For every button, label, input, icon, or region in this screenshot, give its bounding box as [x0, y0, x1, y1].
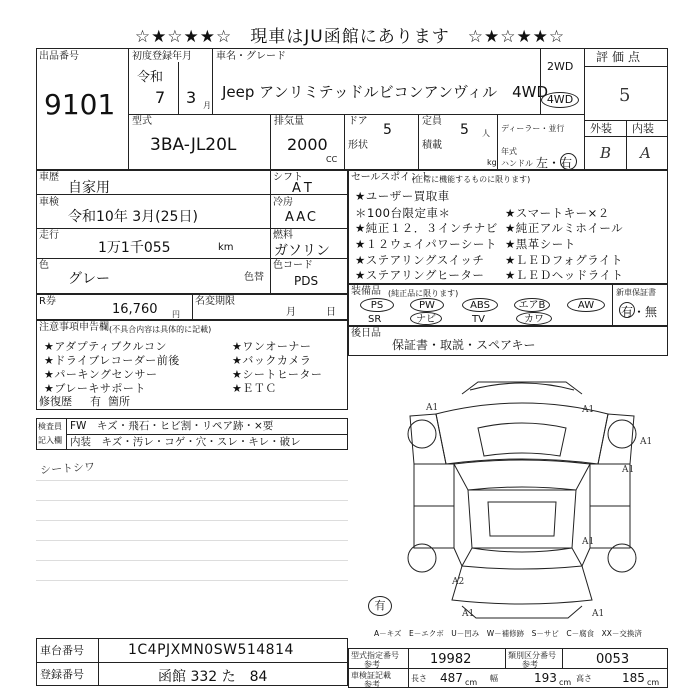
- option-aw: AW: [567, 298, 605, 312]
- evaluation-label: 評価点: [596, 50, 645, 64]
- spec-label-2b: 参考: [522, 660, 538, 669]
- note-item: ★シートヒーター: [232, 368, 323, 381]
- dealer-label: ディーラー・並行: [501, 124, 565, 133]
- selling-points-title: セールスポイント: [351, 172, 431, 183]
- color-code: PDS: [294, 274, 319, 288]
- interior-label: 内装: [632, 122, 654, 135]
- selling-point: ＊100台限定車＊: [355, 206, 451, 220]
- damage-mark: A1: [426, 403, 439, 413]
- recycle-unit: 円: [172, 310, 180, 319]
- displacement-unit: CC: [326, 155, 338, 164]
- note-item: ★バックカメラ: [232, 354, 312, 367]
- equipment-note: (純正品に限ります): [388, 289, 459, 298]
- inspector-fw: FW キズ・飛石・ヒビ割・リペア跡・×要: [70, 420, 274, 432]
- selling-point: ★黒革シート: [505, 237, 576, 251]
- accessories-label: 後日品: [351, 328, 381, 339]
- recycle-value: 16,760: [112, 302, 158, 317]
- usage-value: 自家用: [68, 180, 110, 196]
- damage-mark: A1: [582, 537, 595, 547]
- color-label: 色: [39, 260, 49, 271]
- inspection-label: 車検: [39, 197, 59, 208]
- spec-label-2: 類別区分番号: [508, 651, 556, 660]
- exterior-label: 外装: [590, 122, 612, 135]
- registration-label: 初度登録年月: [132, 51, 192, 62]
- selling-point: ★ＬＥＤヘッドライト: [505, 268, 624, 282]
- year-label: 年式: [501, 147, 517, 156]
- color-code-label: 色コード: [273, 260, 313, 271]
- selling-points-note: (正常に機能するものに限ります): [412, 175, 531, 184]
- mileage-value: 1万1千055: [98, 240, 171, 256]
- chassis-label: 車台番号: [40, 644, 84, 657]
- spec-label-1b: 参考: [364, 660, 380, 669]
- expiry-label: 名変期限: [195, 296, 235, 307]
- selling-point: ★ステアリングヒーター: [355, 268, 485, 282]
- load-unit: kg: [487, 158, 497, 167]
- lot-number: 9101: [44, 88, 116, 121]
- option-ps: PS: [360, 298, 394, 312]
- option-pw: PW: [410, 298, 444, 312]
- plate-label: 登録番号: [40, 668, 84, 681]
- damage-mark: A2: [452, 577, 465, 587]
- damage-mark: A1: [592, 609, 605, 619]
- diagram-oval-mark: 有: [368, 596, 392, 616]
- capacity-label: 定員: [422, 116, 442, 127]
- equipment-title: 装備品: [351, 286, 381, 297]
- spec-length-unit: cm: [465, 678, 478, 687]
- spec-width-unit: cm: [559, 678, 572, 687]
- capacity-unit: 人: [482, 129, 490, 138]
- option-airbag: エアB: [514, 298, 550, 312]
- note-item: ★ワンオーナー: [232, 340, 312, 353]
- banner: ☆★☆★★☆ 現車はJU函館にあります ☆★☆★★☆: [134, 27, 566, 47]
- color-value: グレー: [68, 271, 110, 287]
- handle-right-circle: [560, 153, 577, 170]
- capacity-value: 5: [460, 122, 469, 138]
- damage-mark: A1: [462, 609, 475, 619]
- option-navi: ナビ: [410, 312, 442, 325]
- inspector-label: 検査員: [38, 422, 62, 431]
- spec-height-label: 高さ: [576, 674, 592, 683]
- accessories-value: 保証書・取説・スペアキー: [392, 338, 536, 352]
- option-abs: ABS: [462, 298, 498, 312]
- repair-label: 修復歴: [39, 395, 72, 408]
- lot-label: 出品番号: [39, 51, 79, 62]
- evaluation-score: 5: [619, 85, 631, 106]
- displacement-value: 2000: [287, 135, 328, 154]
- model-value: 3BA-JL20L: [150, 135, 237, 155]
- expiry-month: 月: [286, 307, 296, 318]
- warranty-value: 有・無: [621, 305, 658, 319]
- recycle-label: R券: [39, 296, 56, 307]
- spec-category-number: 0053: [596, 652, 630, 667]
- note-item: ★アダプティブクルコン: [44, 340, 168, 353]
- damage-legend: A－キズ E－エクボ U－凹み W－補修跡 S－サビ C－腐食 XX－交換済: [374, 629, 642, 638]
- note-item: ★ドライブレコーダー前後: [44, 354, 180, 367]
- notes-sub: (不具合内容は具体的に記載): [109, 325, 212, 334]
- registration-month-unit: 月: [203, 101, 211, 110]
- warranty-circle: [619, 302, 635, 318]
- inspection-value: 令和10年 3月(25日): [68, 209, 198, 225]
- spec-length-label: 長さ: [411, 674, 427, 683]
- notes-label: 注意事項申告欄: [39, 322, 109, 333]
- ac-value: AAC: [285, 210, 318, 225]
- damage-mark: A1: [640, 437, 652, 447]
- interior-score: A: [640, 144, 651, 162]
- damage-mark: A1: [582, 405, 595, 415]
- car-name-label: 車名・グレード: [216, 51, 286, 62]
- selling-point: ★純正アルミホイール: [505, 221, 624, 235]
- fuel-label: 燃料: [273, 230, 293, 241]
- model-label: 型式: [132, 116, 152, 127]
- drive-4wd-circled: 4WD: [541, 92, 579, 108]
- ac-label: 冷房: [273, 197, 293, 208]
- spec-label-1: 型式指定番号: [351, 651, 399, 660]
- inspector-note: シートシワ: [39, 460, 96, 477]
- note-item: ★パーキングセンサー: [44, 368, 158, 381]
- spec-label-3b: 参考: [364, 680, 380, 689]
- option-tv: TV: [472, 314, 485, 325]
- doors-label: ドア: [348, 116, 368, 127]
- car-name: Jeep アンリミテッドルビコンアンヴィル 4WD: [222, 83, 548, 101]
- selling-point: ★純正１２．３インチナビ: [355, 221, 498, 235]
- car-damage-diagram: [392, 372, 652, 622]
- load-label: 積載: [422, 140, 442, 151]
- warranty-label: 新車保証書: [616, 288, 656, 297]
- mileage-unit: km: [218, 242, 234, 253]
- registration-year: 7: [155, 88, 166, 107]
- handle-value: 左・右: [536, 156, 573, 170]
- selling-point: ★ＬＥＤフォグライト: [505, 253, 623, 267]
- repair-value: 有: [90, 395, 101, 408]
- spec-height-unit: cm: [647, 678, 660, 687]
- spec-width-label: 幅: [490, 674, 498, 683]
- registration-month: 3: [186, 88, 197, 107]
- fuel-value: ガソリン: [274, 243, 330, 259]
- note-item: ★ブレーキサポート: [44, 382, 146, 395]
- chassis-number: 1C4PJXMN0SW514814: [128, 642, 294, 658]
- damage-mark: A1: [622, 465, 635, 475]
- doors-value: 5: [383, 122, 392, 138]
- exterior-score: B: [600, 144, 612, 162]
- repair-unit: 箇所: [108, 395, 130, 408]
- option-sr: SR: [368, 314, 382, 325]
- spec-height: 185: [622, 671, 645, 685]
- handle-label: ハンドル: [501, 159, 533, 168]
- shift-label: シフト: [273, 172, 303, 183]
- plate-number: 函館 332 た 84: [158, 669, 268, 685]
- inspector-interior: 内装 キズ・汚レ・コゲ・穴・スレ・キレ・破レ: [70, 436, 301, 448]
- drive-2wd: 2WD: [547, 60, 574, 73]
- selling-point: ★スマートキー×２: [505, 206, 610, 220]
- option-leather: カワ: [516, 312, 552, 325]
- inspector-label-2: 記入欄: [38, 436, 62, 445]
- shift-value: AT: [292, 181, 316, 196]
- mileage-label: 走行: [39, 230, 59, 241]
- spec-length: 487: [440, 671, 463, 685]
- registration-era: 令和: [137, 70, 164, 85]
- note-item: ★ＥＴＣ: [232, 382, 277, 395]
- shape-label: 形状: [348, 140, 368, 151]
- expiry-day: 日: [326, 307, 336, 318]
- selling-point: ★ユーザー買取車: [355, 189, 450, 203]
- selling-point: ★１２ウェイパワーシート: [355, 237, 497, 251]
- displacement-label: 排気量: [274, 116, 304, 127]
- color-change-label: 色替: [244, 272, 264, 283]
- selling-point: ★ステアリングスイッチ: [355, 253, 485, 267]
- spec-width: 193: [534, 671, 557, 685]
- spec-label-3: 車検証記載: [351, 671, 391, 680]
- usage-label: 車歴: [39, 172, 59, 183]
- spec-model-designation: 19982: [430, 652, 472, 667]
